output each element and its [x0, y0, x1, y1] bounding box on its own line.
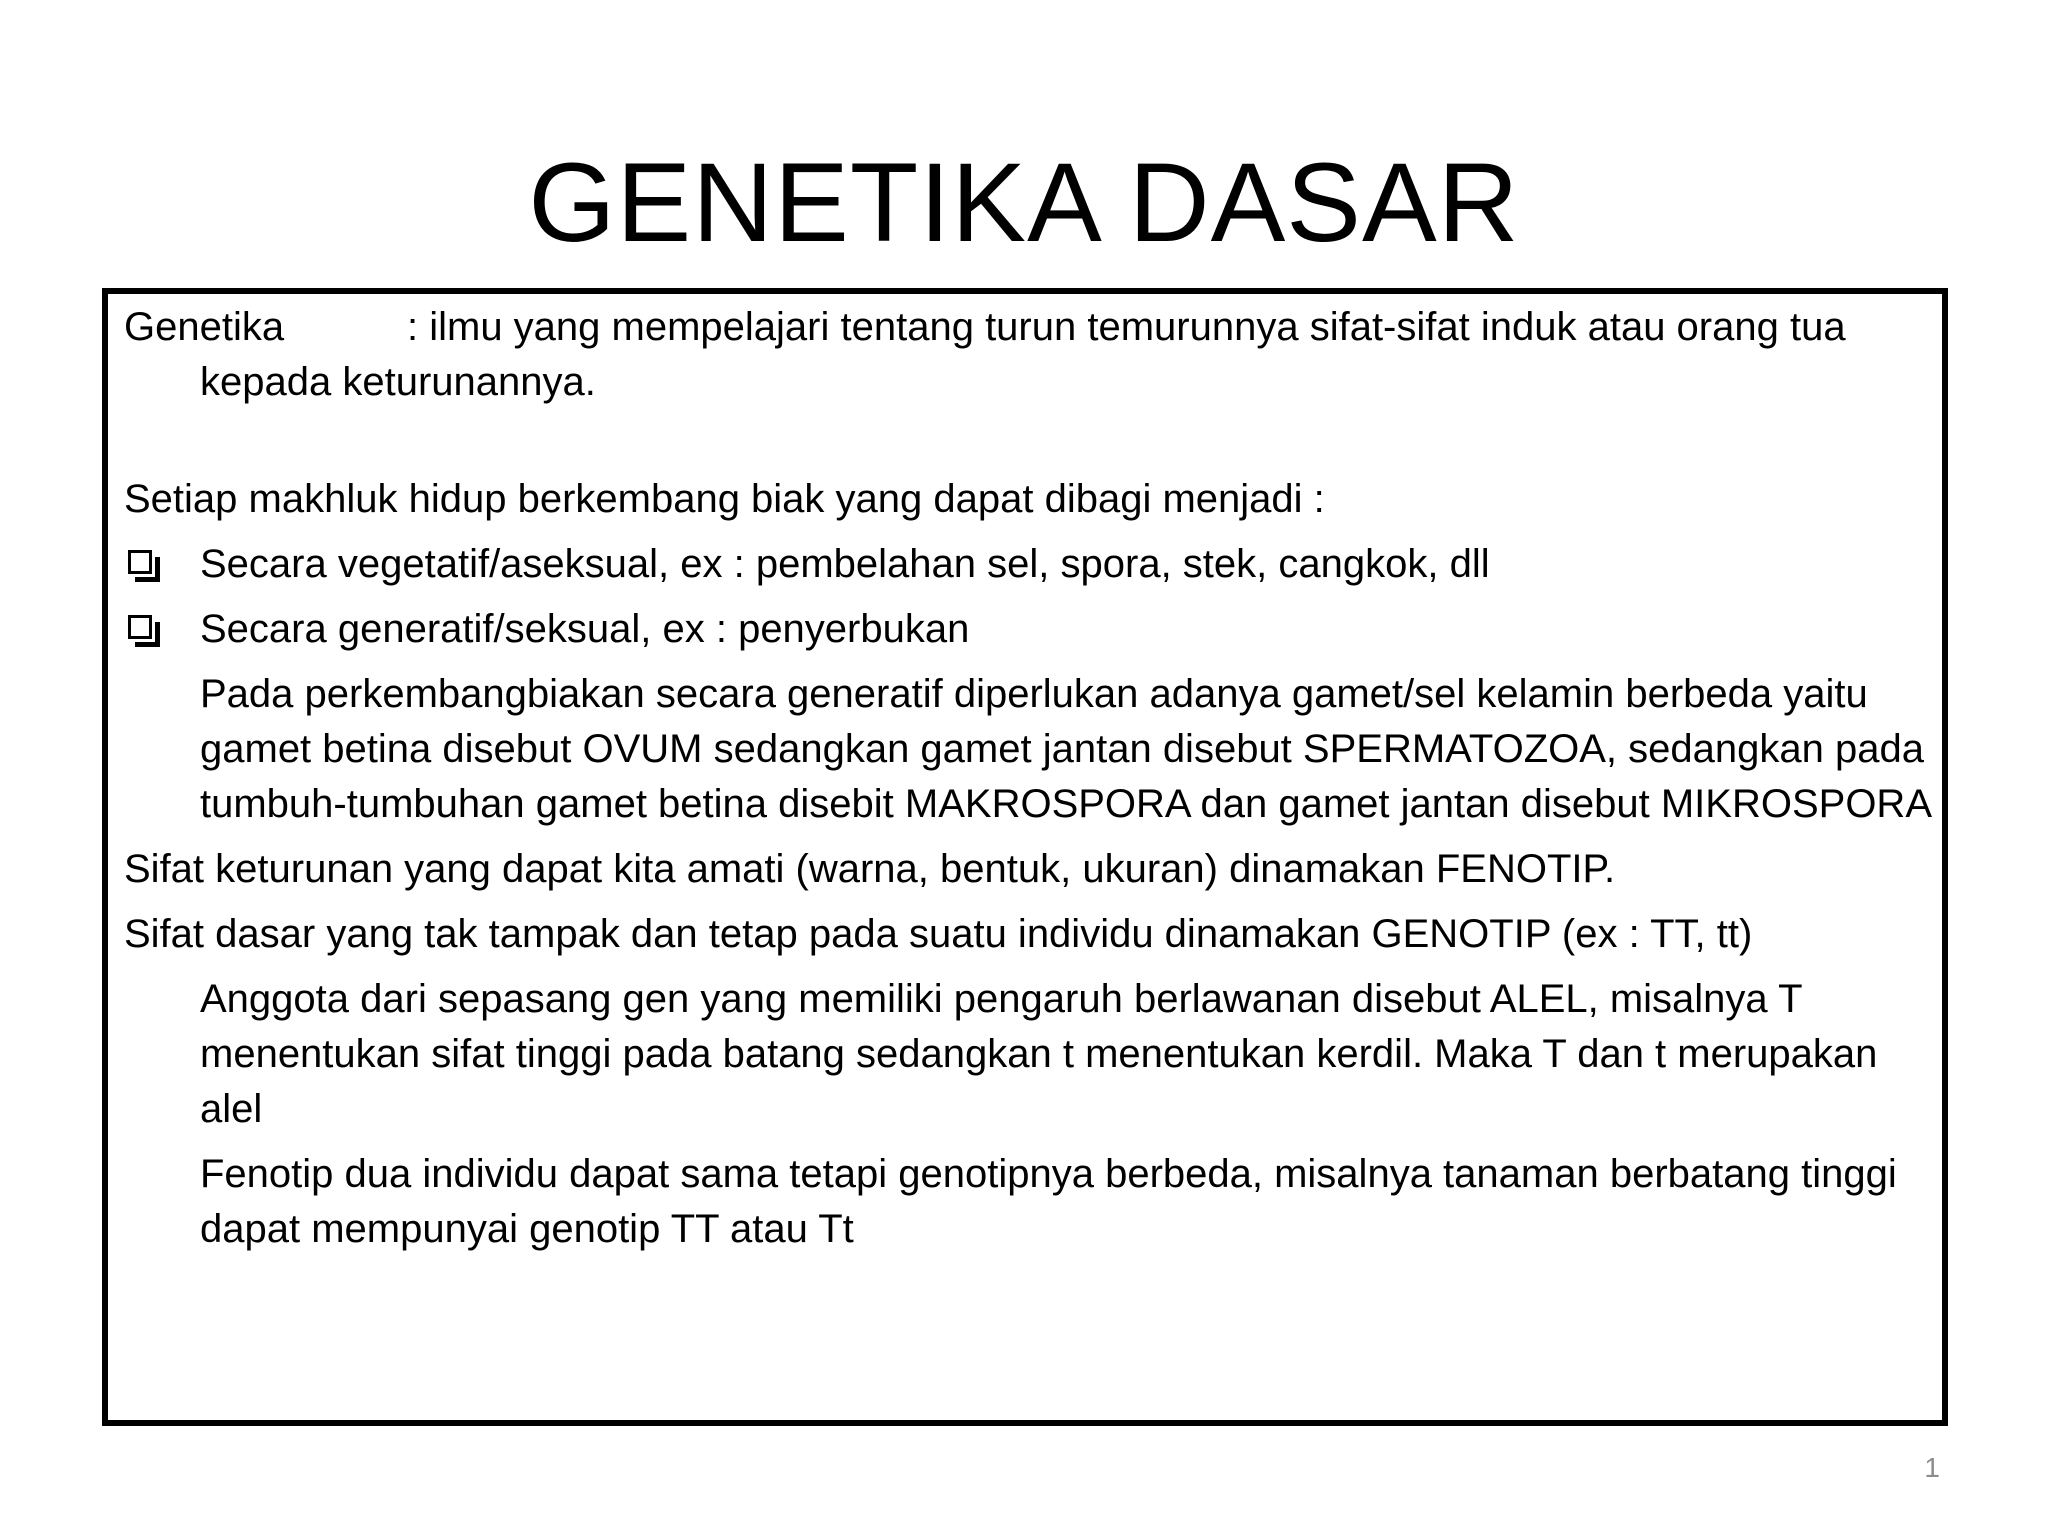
- genotip-paragraph: Sifat dasar yang tak tampak dan tetap pada suatu individu dinamakan GENOTIP (ex : TT, tt): [124, 912, 1753, 956]
- definition-paragraph: [124, 300, 1944, 410]
- definition-term: Genetika: [124, 305, 285, 349]
- fenotip-note-paragraph: Fenotip dua individu dapat sama tetapi genotipnya berbeda, misalnya tanaman berbatang tinggi dapat mempunyai genotip TT atau Tt: [200, 1152, 1897, 1251]
- definition-text: : ilmu yang mempelajari tentang turun temurunnya sifat-sifat induk atau orang tua kepada keturunannya.: [200, 305, 1846, 404]
- bullet-text: Secara vegetatif/aseksual, ex : pembelahan sel, spora, stek, cangkok, dll: [200, 542, 1490, 586]
- page-number: 1: [1924, 1452, 1940, 1483]
- generative-note-paragraph: Pada perkembangbiakan secara generatif diperlukan adanya gamet/sel kelamin berbeda yaitu gamet betina disebut OVUM sedangkan gamet jantan disebut SPERMATOZOA, sedangkan pada tumbuh-tumbuhan gamet betina disebit MAKROSPORA dan gamet jantan disebut MIKROSPORA: [200, 672, 1932, 826]
- checkbox-bullet-icon: [128, 550, 152, 574]
- checkbox-bullet-icon: [128, 615, 152, 639]
- fenotip-paragraph: Sifat keturunan yang dapat kita amati (warna, bentuk, ukuran) dinamakan FENOTIP.: [124, 847, 1616, 891]
- slide-title: GENETIKA DASAR: [528, 140, 1520, 265]
- bullet-item-generatif: [124, 602, 1944, 657]
- bullet-text: Secara generatif/seksual, ex : penyerbukan: [200, 607, 970, 651]
- alel-note-paragraph: Anggota dari sepasang gen yang memiliki pengaruh berlawanan disebut ALEL, misalnya T menentukan sifat tinggi pada batang sedangkan t menentukan kerdil. Maka T dan t merupakan alel: [200, 977, 1878, 1131]
- slide-content: [124, 300, 1944, 1267]
- intro-paragraph: Setiap makhluk hidup berkembang biak yang dapat dibagi menjadi :: [124, 477, 1325, 521]
- bullet-item-vegetatif: [124, 537, 1944, 592]
